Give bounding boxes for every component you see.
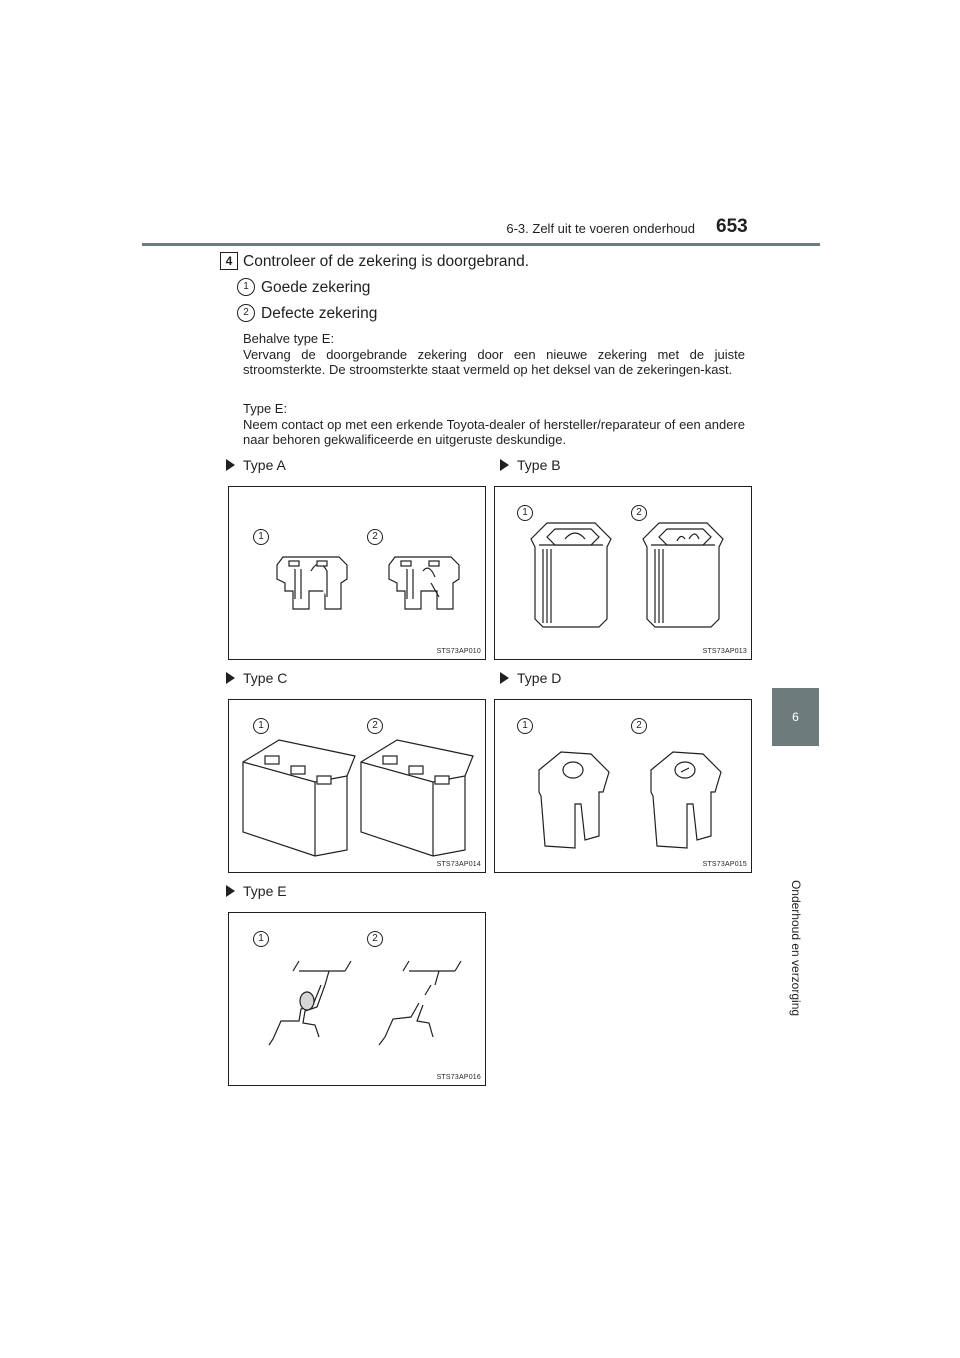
chapter-title: Onderhoud en verzorging <box>789 879 803 1017</box>
triangle-bullet-icon <box>226 459 235 471</box>
fuse-type-b-illustration <box>495 487 751 659</box>
figure-type-d <box>494 699 752 873</box>
step-text: Controleer of de zekering is doorgebrand. <box>243 253 530 270</box>
header-rule <box>142 243 820 246</box>
paragraph-body: Neem contact op met een erkende Toyota-dealer of hersteller/reparateur of een andere naar behoren gekwalificeerde en uitgeruste deskundige. <box>243 416 745 448</box>
type-label: Type A <box>226 457 286 473</box>
figure-number-badge: 1 <box>253 718 269 734</box>
figure-number-badge: 1 <box>517 718 533 734</box>
figure-code: STS73AP015 <box>702 861 747 868</box>
figure-code: STS73AP010 <box>436 648 481 655</box>
type-label: Type E <box>226 883 287 899</box>
figure-number-badge: 2 <box>631 505 647 521</box>
figure-type-e <box>228 912 486 1086</box>
figure-code: STS73AP014 <box>436 861 481 868</box>
figure-code: STS73AP016 <box>436 1074 481 1081</box>
figure-number-badge: 1 <box>253 931 269 947</box>
figure-number-badge: 2 <box>367 718 383 734</box>
figure-code: STS73AP013 <box>702 648 747 655</box>
item-text: Goede zekering <box>261 279 371 296</box>
item-number-badge: 1 <box>237 278 255 296</box>
type-label: Type D <box>500 670 561 686</box>
triangle-bullet-icon <box>500 459 509 471</box>
triangle-bullet-icon <box>500 672 509 684</box>
figure-number-badge: 2 <box>631 718 647 734</box>
paragraph <box>243 401 745 448</box>
triangle-bullet-icon <box>226 672 235 684</box>
triangle-bullet-icon <box>226 885 235 897</box>
paragraph-heading: Type E: <box>243 401 288 416</box>
figure-type-b <box>494 486 752 660</box>
paragraph-heading: Behalve type E: <box>243 331 335 346</box>
figure-number-badge: 1 <box>253 529 269 545</box>
fuse-type-a-illustration <box>229 487 485 659</box>
page-number: 653 <box>716 216 748 237</box>
item-text: Defecte zekering <box>261 305 378 322</box>
item-number-badge: 2 <box>237 304 255 322</box>
type-label: Type B <box>500 457 561 473</box>
type-label: Type C <box>226 670 287 686</box>
figure-type-a <box>228 486 486 660</box>
figure-number-badge: 1 <box>517 505 533 521</box>
paragraph-body: Vervang de doorgebrande zekering door een nieuwe zekering met de juiste stroomsterkte. De stroomsterkte staat vermeld op het deksel van de zekeringen-kast. <box>243 346 745 378</box>
paragraph <box>243 331 745 378</box>
section-title: 6-3. Zelf uit te voeren onderhoud <box>506 221 695 236</box>
figure-number-badge: 2 <box>367 529 383 545</box>
fuse-type-d-illustration <box>495 700 751 872</box>
figure-type-c <box>228 699 486 873</box>
chapter-tab: 6 <box>772 688 819 746</box>
figure-number-badge: 2 <box>367 931 383 947</box>
step-number-box: 4 <box>220 252 238 270</box>
